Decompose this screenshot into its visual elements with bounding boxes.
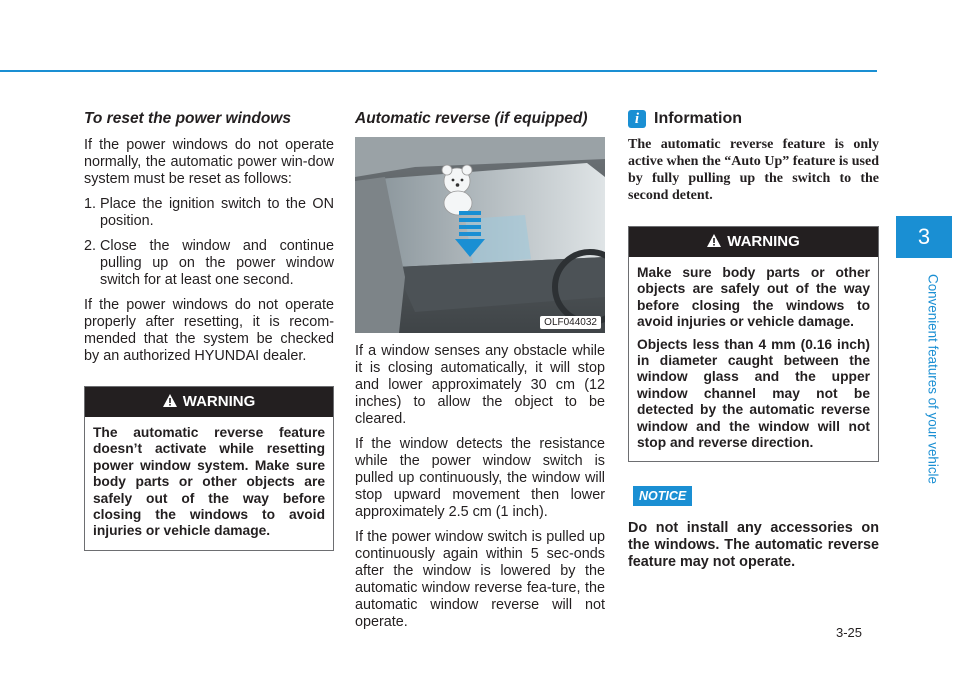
column-middle — [355, 110, 605, 639]
information-header — [628, 110, 879, 128]
warning-box-left — [84, 386, 334, 551]
column-right — [628, 110, 879, 571]
auto-reverse-paragraph: If a window senses any obstacle while it is closing automatically, it will stop and lower approximately 30 cm (12 inches) to allow the object to be cleared. — [355, 343, 605, 427]
car-interior-illustration — [355, 137, 605, 333]
chapter-tab: 3 — [896, 216, 952, 258]
info-icon: i — [628, 110, 646, 128]
warning-text: Objects less than 4 mm (0.16 inch) in diameter caught between the window glass and the upper window channel may not be detected by the automatic reverse window and the window will not stop and reverse direction. — [637, 336, 870, 451]
warning-text: The automatic reverse feature doesn’t activate while resetting power window system. Make sure body parts or other objects are safely out of the way before closing the windows to avoid injuries or vehicle damage. — [93, 425, 325, 539]
warning-header — [629, 227, 878, 257]
warning-title: WARNING — [182, 393, 256, 410]
reset-intro: If the power windows do not operate normally, the automatic power win-dow system must be reset as follows: — [84, 137, 334, 187]
step-number: 1. — [84, 196, 97, 212]
column-left — [84, 110, 334, 551]
reset-step — [84, 238, 334, 289]
warning-triangle-icon — [163, 394, 177, 407]
image-code: OLF044032 — [540, 316, 601, 329]
reset-heading: To reset the power windows — [84, 110, 291, 127]
warning-title: WARNING — [727, 233, 800, 250]
warning-box-right — [628, 226, 879, 462]
warning-body — [85, 417, 333, 550]
information-text: The automatic reverse feature is only active when the “Auto Up” feature is used by fully pulling up the switch to the second detent. — [628, 137, 879, 203]
warning-header — [85, 387, 333, 417]
chapter-title-vertical — [924, 264, 942, 494]
car-window-photo — [355, 137, 605, 333]
chapter-title: Convenient features of your vehicle — [925, 274, 941, 484]
header-rule — [0, 70, 877, 72]
warning-text: Make sure body parts or other objects are safely out of the way before closing the windows to avoid injuries or vehicle damage. — [637, 265, 870, 330]
reset-outro: If the power windows do not operate properly after resetting, it is recom-mended that the system be checked by an authorized HYUNDAI dealer. — [84, 297, 334, 364]
page-number: 3-25 — [836, 625, 863, 640]
reset-step — [84, 196, 334, 230]
auto-reverse-paragraph: If the power window switch is pulled up continuously again within 5 sec-onds after the window is lowered by the automatic window reverse fea-ture, the automatic window reverse will not operate. — [355, 529, 605, 630]
auto-reverse-heading: Automatic reverse (if equipped) — [355, 110, 588, 127]
step-text: Close the window and continue pulling up on the power window switch for at least one second. — [100, 238, 334, 288]
warning-body — [629, 257, 878, 461]
warning-triangle-icon — [707, 234, 721, 247]
step-number: 2. — [84, 238, 97, 254]
notice-badge: NOTICE — [633, 486, 692, 506]
notice-text: Do not install any accessories on the windows. The automatic reverse feature may not operate. — [628, 520, 879, 571]
information-title: Information — [654, 110, 742, 127]
auto-reverse-paragraph: If the window detects the resistance while the power window switch is pulled up continuously, the window will stop upward movement then lower approximately 2.5 cm (1 inch). — [355, 436, 605, 520]
step-text: Place the ignition switch to the ON position. — [100, 196, 334, 229]
